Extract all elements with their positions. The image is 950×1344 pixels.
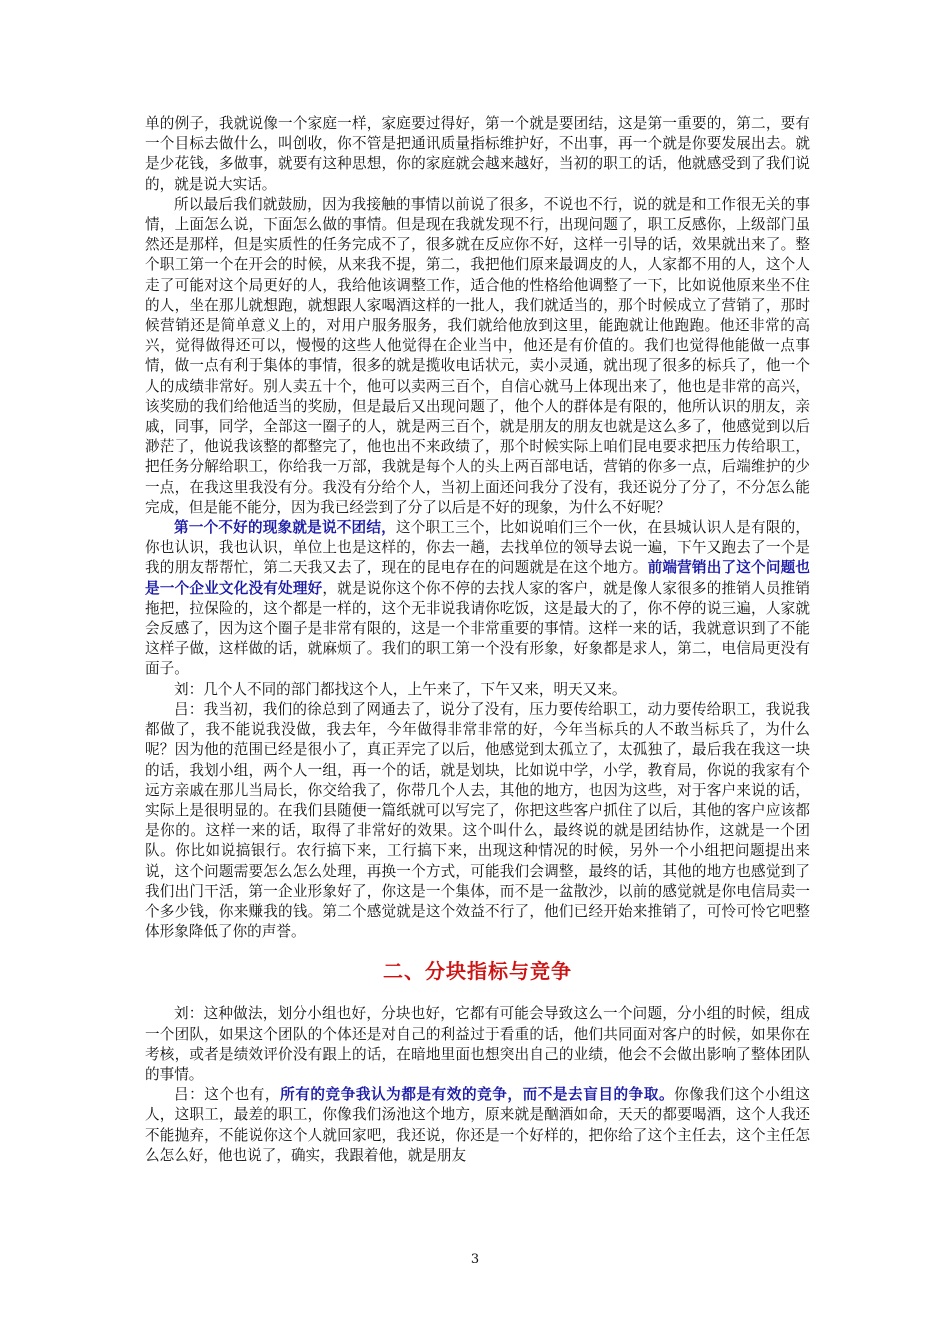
highlighted-text: 前端营销出了这个问题也是一个企业文化没有处理好 xyxy=(145,559,810,597)
page-number: 3 xyxy=(470,1252,480,1267)
paragraph-text: 单的例子，我就说像一个家庭一样，家庭要过得好，第一个就是要团结，这是第一重要的，第二，要有一个目标去做什么，叫创收，你不管是把通讯质量指标维护好，不出事，再一个就是你要发展出去。就是少花钱，多做事，就要有这种思想，你的家庭就会越来越好，当初的职工的话，他就感受到了我们说的，就是说大实话。 xyxy=(145,115,810,193)
paragraph xyxy=(145,700,810,942)
paragraph-text: 所以最后我们就鼓励，因为我接触的事情以前说了很多，不说也不行，说的就是和工作很无关的事情，上面怎么说，下面怎么做的事情。但是现在我就发现不行，出现问题了，职工反感你，上级部门虽然还是那样，但是实质性的任务完成不了，很多就在反应你不好，这样一引导的话，效果就出来了。整个职工第一个在开会的时候，从来我不提，第二，我把他们原来最调皮的人，人家都不用的人，这个人走了可能对这个局更好的人，我给他该调整工作，适合他的性格给他调整了一下，比如说他原来坐不住的人，坐在那儿就想跑，就想跟人家喝酒这样的一批人，我们就适当的，那个时候成立了营销了，那时候营销还是简单意义上的，对用户服务服务，我们就给他放到这里，能跑就让他跑跑。他还非常的高兴，觉得做得还可以，慢慢的这些人他觉得在企业当中，他还是有价值的。我们也觉得他能做一点事情，做一点有利于集体的事情，很多的就是揽收电话状元，卖小灵通，就出现了很多的标兵了，他一个人的成绩非常好。别人卖五十个，他可以卖两三百个，自信心就马上体现出来了，他也是非常的高兴，该奖励的我们给他适当的奖励，但是最后又出现问题了，他个人的群体是有限的，他所认识的朋友，亲戚，同事，同学，全部这一圈子的人，就是两三百个，就是朋友的朋友也就是这么多了，他感觉到以后渺茫了，他说我该整的都整完了，他也出不来政绩了，那个时候实际上咱们昆电要求把压力传给职工，把任务分解给职工，你给我一万部，我就是每个人的头上两百部电话，营销的你多一点，后端维护的少一点，在我这里我没有分。我没有分给个人，当初上面还问我分了没有，我还说分了分了，不分怎么能完成，但是能不能分，因为我已经尝到了分了以后是不好的现象，为什么不好呢？ xyxy=(145,195,810,516)
paragraph-text: 刘：几个人不同的部门都找这个人，上午来了，下午又来，明天又来。 xyxy=(174,680,627,698)
paragraph xyxy=(145,1004,810,1085)
highlighted-text: 第一个不好的现象就是说不团结， xyxy=(174,519,396,537)
body-text-section-1 xyxy=(145,114,810,942)
paragraph-text: 吕：这个也有， xyxy=(174,1086,281,1104)
paragraph-text: ，就是说你这个你不停的去找人家的客户，就是像人家很多的推销人员推销拖把，拉保险的，这个都是一样的，这个无非说我请你吃饭，这是最大的了，你不停的说三遍，人家就会反感了，因为这个圈子是非常有限的，这是一个非常重要的事情。这样一来的话，我就意识到了不能这样子做，这样做的话，就麻烦了。我们的职工第一个没有形象，好象都是求人，第二，电信局更没有面子。 xyxy=(145,579,810,678)
paragraph xyxy=(145,518,810,680)
paragraph-text: 这个职工三个，比如说咱们三个一伙，在县城认识人是有限的，你也认识，我也认识，单位上也是这样的，你去一趟，去找单位的领导去说一遍，下午又跑去了一个是我的朋友帮帮忙，第二天我又去了，现在的昆电存在的问题就是在这个地方。 xyxy=(145,519,810,577)
paragraph-text: 你像我们这个小组这人，这职工，最差的职工，你像我们汤池这个地方，原来就是酗酒如命，天天的都要喝酒，这个人我还不能抛弃，不能说你这个人就回家吧，我还说，你还是一个好样的，把你给了这个主任去，这个主任怎么怎么好，他也说了，确实，我跟着他，就是朋友 xyxy=(145,1086,810,1164)
paragraph xyxy=(145,114,810,195)
paragraph xyxy=(145,195,810,518)
paragraph xyxy=(145,680,810,700)
section-heading: 二、分块指标与竞争 xyxy=(383,959,572,984)
body-text-section-2 xyxy=(145,1004,810,1166)
paragraph-text: 吕：我当初，我们的徐总到了网通去了，说分了没有，压力要传给职工，动力要传给职工，我说我都做了，我不能说我没做，我去年，今年做得非常非常的好，今年当标兵的人不敢当标兵了，为什么呢？因为他的范围已经是很小了，真正弄完了以后，他感觉到太孤立了，太孤独了，最后我在我这一块的话，我划小组，两个人一组，再一个的话，就是划块，比如说中学，小学，教育局，你说的我家有个远方亲戚在那儿当局长，你交给我了，你带几个人去，其他的地方，也因为这些，对于客户来说的话，实际上是很明显的。在我们县随便一篇纸就可以写完了，你把这些客户抓住了以后，其他的客户应该都是你的。这样一来的话，取得了非常好的效果。这个叫什么，最终说的就是团结协作，这就是一个团队。你比如说搞银行。农行搞下来，工行搞下来，出现这种情况的时候，另外一个小组把问题提出来说，这个问题需要怎么怎么处理，再换一个方式，可能我们会调整，最终的话，其他的地方也感觉到了我们出门干活，第一企业形象好了，你这是一个集体，而不是一盆散沙，以前的感觉就是你电信局卖一个多少钱，你来赚我的钱。第二个感觉就是这个效益不行了，他们已经开始来推销了，可怜可怜它吧整体形象降低了你的声誉。 xyxy=(145,700,810,941)
paragraph-text: 刘：这种做法，划分小组也好，分块也好，它都有可能会导致这么一个问题，分小组的时候，组成一个团队，如果这个团队的个体还是对自己的利益过于看重的话，他们共同面对客户的时候，如果你在考核，或者是绩效评价没有跟上的话，在暗地里面也想突出自己的业绩，他会不会做出影响了整体团队的事情。 xyxy=(145,1005,810,1083)
highlighted-text: 所有的竞争我认为都是有效的竞争，而不是去盲目的争取。 xyxy=(280,1086,675,1104)
document-body xyxy=(145,114,810,1166)
paragraph xyxy=(145,1085,810,1166)
